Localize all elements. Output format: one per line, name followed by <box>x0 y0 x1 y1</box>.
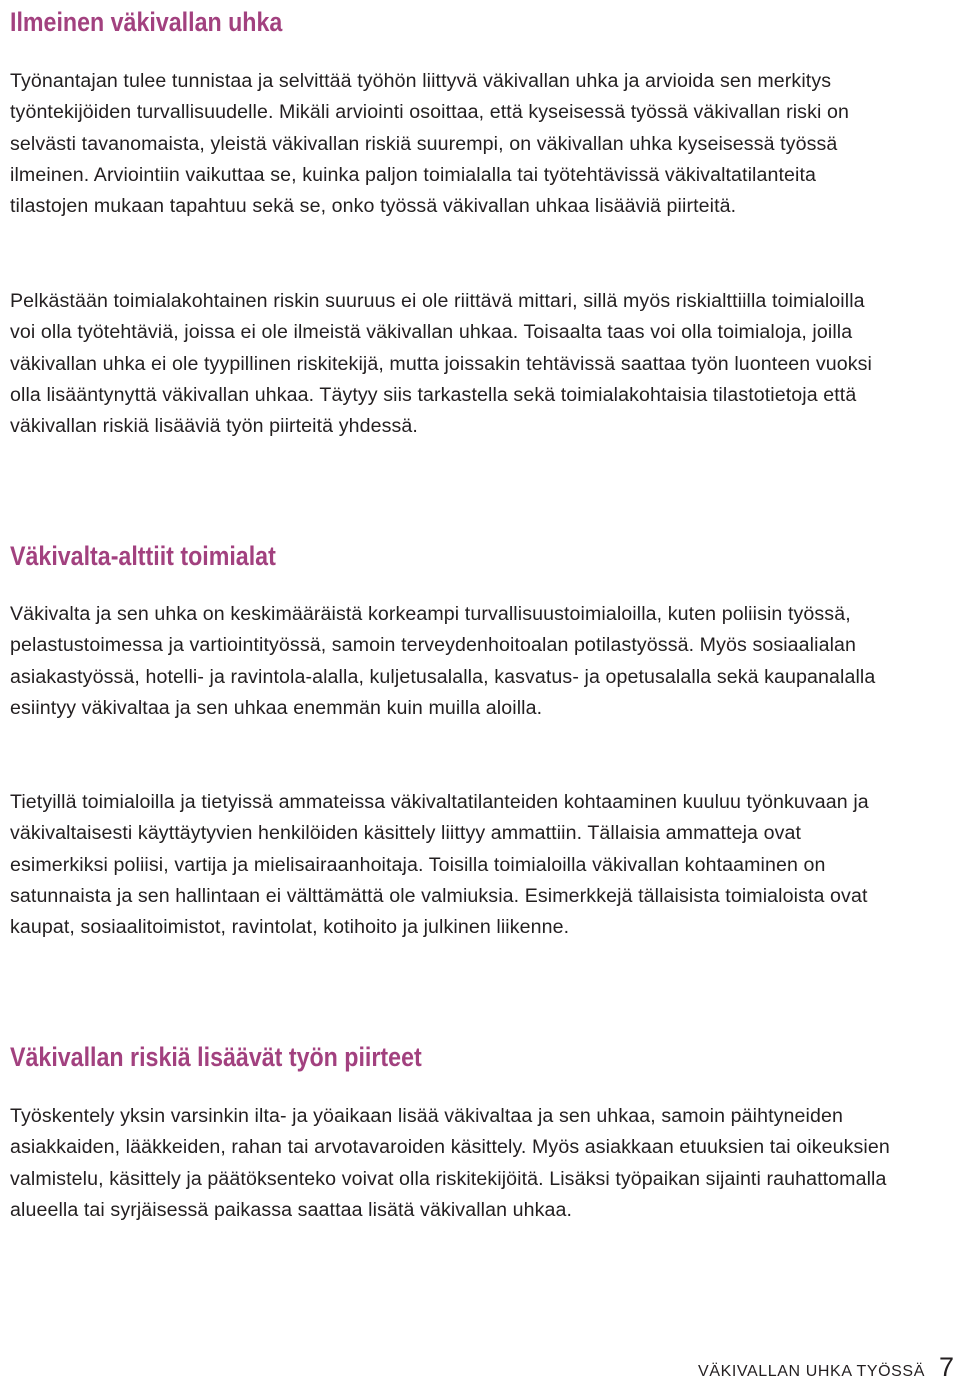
section-heading: Väkivalta-alttiit toimialat <box>10 541 276 571</box>
page-footer <box>698 1352 954 1383</box>
section-heading: Väkivallan riskiä lisäävät työn piirteet <box>10 1042 422 1072</box>
paragraph: Työskentely yksin varsinkin ilta- ja yöaikaan lisää väkivaltaa ja sen uhkaa, samoin päihtyneiden asiakkaiden, lääkkeiden, rahan tai arvotavaroiden käsittely. Myös asiakkaan etuuksien tai oikeuksien valmistelu, käsittely ja päätöksenteko voivat olla riskitekijöitä. Lisäksi työpaikan sijainti rauhattomalla alueella tai syrjäisessä paikassa saattaa lisätä väkivallan uhkaa. <box>10 1105 890 1221</box>
footer-title: VÄKIVALLAN UHKA TYÖSSÄ <box>698 1363 925 1380</box>
paragraph: Työnantajan tulee tunnistaa ja selvittää työhön liittyvä väkivallan uhka ja arvioida sen merkitys työntekijöiden turvallisuudelle. Mikäli arviointi osoittaa, että kyseisessä työssä väkivallan riski on selvästi tavanomaista, yleistä väkivallan riskiä suurempi, on väkivallan uhka kyseisessä työssä ilmeinen. Arviointiin vaikuttaa se, kuinka paljon toimialalla tai työtehtävissä väkivaltatilanteita tilastojen mukaan tapahtuu sekä se, onko työssä väkivallan uhkaa lisääviä piirteitä. <box>10 70 849 218</box>
paragraph: Tietyillä toimialoilla ja tietyissä ammateissa väkivaltatilanteiden kohtaaminen kuuluu työnkuvaan ja väkivaltaisesti käyttäytyvien henkilöiden käsittely liittyy ammattiin. Tällaisia ammatteja ovat esimerkiksi poliisi, vartija ja mielisairaanhoitaja. Toisilla toimialoilla väkivallan kohtaaminen on satunnaista ja sen hallintaan ei välttämättä ole valmiuksia. Esimerkkejä tällaisista toimialoista ovat kaupat, sosiaalitoimistot, ravintolat, kotihoito ja julkinen liikenne. <box>10 791 869 939</box>
page-number: 7 <box>938 1352 954 1382</box>
paragraph: Väkivalta ja sen uhka on keskimääräistä korkeampi turvallisuustoimialoilla, kuten poliisin työssä, pelastustoimessa ja vartiointityössä, samoin terveydenhoitoalan potilastyössä. Myös sosiaalialan asiakastyössä, hotelli- ja ravintola-alalla, kuljetusalalla, kasvatus- ja opetusalalla sekä kaupanalalla esiintyy väkivaltaa ja sen uhkaa enemmän kuin muilla aloilla. <box>10 603 876 719</box>
paragraph: Pelkästään toimialakohtainen riskin suuruus ei ole riittävä mittari, sillä myös riskialttiilla toimialoilla voi olla työtehtäviä, joissa ei ole ilmeistä väkivallan uhkaa. Toisaalta taas voi olla toimialoja, joilla väkivallan uhka ei ole tyypillinen riskitekijä, mutta joissakin tehtävissä saattaa työn luonteen vuoksi olla lisääntynyttä väkivallan uhkaa. Täytyy siis tarkastella sekä toimialakohtaisia tilastotietoja että väkivallan riskiä lisääviä työn piirteitä yhdessä. <box>10 290 872 438</box>
section-heading: Ilmeinen väkivallan uhka <box>10 7 283 37</box>
